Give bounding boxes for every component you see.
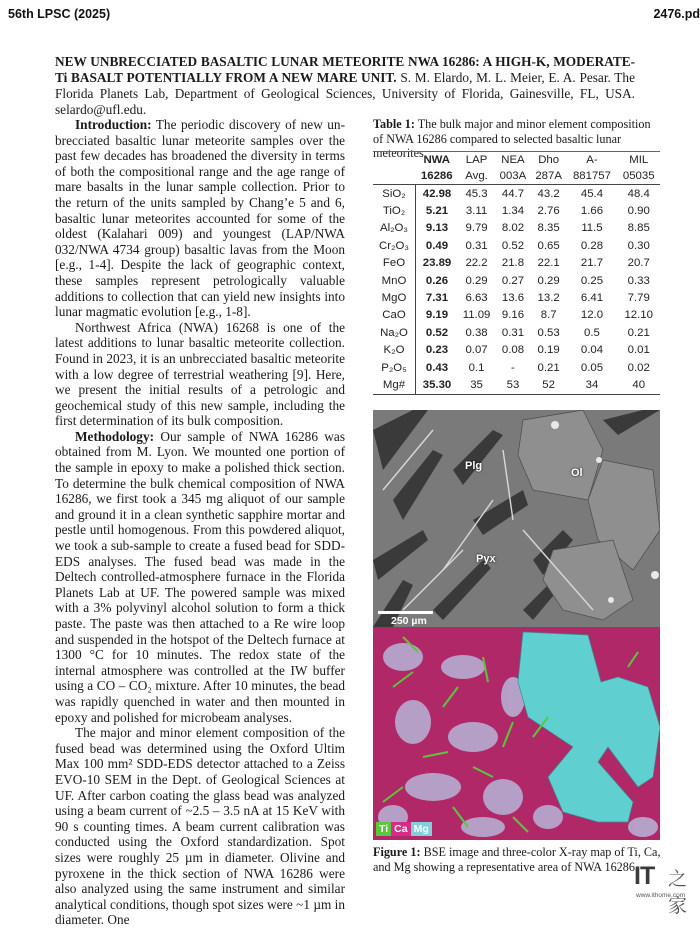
intro-paragraph-2: Northwest Africa (NWA) 16268 is one of the latest additions to lunar basaltic meteorite collection. Found in 2023, it is an unbrecciated basaltic meteorite with a low degree of terrestrial weathering [9]. Here, we present the initial results of a petrologic and geochemical study of this new sample, including the first determination of its bulk composition. <box>55 319 345 429</box>
oxide-label: SiO₂ <box>373 185 416 203</box>
table-cell: 1.34 <box>501 205 525 218</box>
table-row <box>373 272 660 289</box>
table-cell: 22.1 <box>537 257 560 270</box>
table-cell: 0.21 <box>537 361 560 374</box>
ithome-watermark <box>634 862 696 917</box>
label-olivine: Ol <box>571 467 583 479</box>
col-header-nea: NEA <box>501 154 525 166</box>
table-cell: 0.1 <box>468 361 485 374</box>
table-cell: 52 <box>542 378 555 391</box>
table-cell: 20.7 <box>627 257 650 270</box>
table-cell: 0.29 <box>537 274 560 287</box>
table-header-row <box>373 152 660 169</box>
table-cell: 9.16 <box>501 309 525 322</box>
col-header-a: A- <box>586 154 598 166</box>
legend-ti: Ti <box>376 822 391 836</box>
table-cell: 0.27 <box>501 274 525 287</box>
table-cell: 53 <box>506 378 520 391</box>
table-cell: 0.33 <box>627 274 650 287</box>
table-header-row: 16286 Avg. 003A 287A 881757 05035 <box>373 168 660 185</box>
table-cell: 0.49 <box>425 239 449 252</box>
xray-map-image <box>373 627 660 840</box>
table-cell: 13.6 <box>501 292 525 305</box>
author-affiliation: S. M. Elardo, M. L. Meier, E. A. Pesar. The Florida Planets Lab, Department of Geological Sciences, University of Florida, Gainesville, FL, USA. selardo@ufl.edu. <box>55 70 635 117</box>
table-cell: 0.23 <box>425 344 449 357</box>
table-cell: 0.52 <box>425 326 449 339</box>
table-cell: 6.63 <box>465 292 488 305</box>
method-paragraph-2: The major and minor element composition of the fused bead was determined using the Oxford Ultim Max 100 mm² SDD-EDS detector attached to a Zeiss EVO-10 SEM in the Dept. of Geological Sciences at UF. After carbon coating the glass bead was analyzed using a beam current of ~2.5 – 3.5 nA at 15 KeV with 90 s counting times. A beam current calibration was conducted using the Oxford standardization. Spot sizes were roughly 25 µm in diameter. Olivine and pyroxene in the thick section of NWA 16286 were also analyzed using the same instrument and similar analytical conditions, though spot sizes were ~1 µm in diameter. One <box>55 725 345 928</box>
table-row <box>373 202 660 219</box>
figure-caption: Figure 1: BSE image and three-color X-ray map of Ti, Ca, and Mg showing a representative area of NWA 16286. <box>373 845 661 874</box>
oxide-label: Al₂O₃ <box>373 220 416 237</box>
table-cell: 44.7 <box>501 187 525 200</box>
table-cell: 0.01 <box>627 344 650 357</box>
table-cell: 5.21 <box>425 205 449 218</box>
table-cell: 9.79 <box>465 222 488 235</box>
oxide-label: Mg# <box>373 376 416 394</box>
oxide-label: Cr₂O₃ <box>373 237 416 254</box>
table-row <box>373 220 660 237</box>
table-cell: 7.79 <box>627 292 650 305</box>
watermark-url: www.ithome.com <box>636 892 686 899</box>
table-cell: 9.13 <box>425 222 449 235</box>
legend-ca: Ca <box>391 822 410 836</box>
watermark-logo-cn: 之家 <box>668 869 688 917</box>
scale-bar <box>378 611 433 614</box>
table-row <box>373 289 660 306</box>
table-cell: 0.38 <box>465 326 488 339</box>
left-column <box>55 117 345 928</box>
table-row <box>373 307 660 324</box>
table-row <box>373 255 660 272</box>
table-cell: 0.26 <box>425 274 449 287</box>
table-cell: 40 <box>632 378 646 391</box>
table-cell: 23.89 <box>422 257 452 270</box>
table-cell: 0.5 <box>584 326 600 339</box>
oxide-label: FeO <box>373 255 416 272</box>
watermark-logo: IT <box>634 862 655 890</box>
bse-texture <box>373 410 660 627</box>
oxide-label: TiO₂ <box>373 202 416 219</box>
label-pyroxene: Pyx <box>476 553 496 565</box>
table-cell: 1.66 <box>580 205 604 218</box>
table-cell: 0.53 <box>537 326 560 339</box>
table-cell: 8.35 <box>537 222 560 235</box>
table-cell: 8.02 <box>501 222 525 235</box>
table-cell: 12.0 <box>580 309 604 322</box>
table-cell: 0.31 <box>501 326 525 339</box>
oxide-label: MgO <box>373 289 416 306</box>
table-cell: 0.08 <box>501 344 525 357</box>
table-cell: 12.10 <box>624 309 653 322</box>
table-cell: 0.29 <box>465 274 488 287</box>
scale-bar-label: 250 µm <box>391 615 427 627</box>
table-caption: Table 1: The bulk major and minor element composition of NWA 16286 compared to selected basaltic lunar meteorites. <box>373 117 651 160</box>
table-cell: 0.05 <box>580 361 604 374</box>
intro-paragraph-1: Introduction: The periodic discovery of new unbrecciated basaltic lunar meteorite samples over the past few decades has broadened the diversity in terms of both the compositional range and the age range of mare basalts in the lunar sample collection. Prior to the return of the units sampled by Chang’e 5 and 6, basaltic lunar meteorites accounted for some of the oldest (Kalahari 009) and youngest (LAP/NWA 032/NWA 4734 group) basaltic lavas from the Moon [e.g., 1-4]. Despite the lack of geographic context, these samples represent petrologically valuable additions to collection that can yield new insights into lunar magmatic evolution [e.g., 1-8]. <box>55 117 345 320</box>
table-cell: 21.7 <box>580 257 604 270</box>
legend-mg: Mg <box>411 822 432 836</box>
table-cell: 21.8 <box>501 257 525 270</box>
table-cell: 45.4 <box>580 187 604 200</box>
table-cell: 43.2 <box>537 187 560 200</box>
table-cell: 34 <box>585 378 599 391</box>
table-row <box>373 359 660 376</box>
table-cell: 22.2 <box>465 257 488 270</box>
method-paragraph-1: Methodology: Our sample of NWA 16286 was obtained from M. Lyon. We mounted one portion of the sample in epoxy to make a polished thick section. To determine the bulk chemical composition of NWA 16286, we first took a 345 mg aliquot of our sample and ground it in a clean synthetic sapphire mortar and pestle until homogenous. From this powdered aliquot, we took a sub-sample to create a fused bead for SDD-EDS analyses. The fused bead was made in the Deltech controlled-atmosphere furnace in the Florida Planets Lab at UF. The powered sample was mixed with a 3% polyvinyl alcohol solution to form a thick paste. The paste was then attached to a Re wire loop and suspended in the hotspot of the Deltech furnace at 1300 °C for 10 minutes. The redox state of the internal atmosphere was controlled at the IW buffer using a CO – CO₂ mixture. After 10 minutes, the bead was rapidly quenched in water and then mounted in epoxy and polished for microbeam analyses. <box>55 428 345 725</box>
table-cell: 8.85 <box>627 222 650 235</box>
table-cell: 0.30 <box>627 239 650 252</box>
table-cell: - <box>511 361 515 374</box>
table-cell: 0.52 <box>501 239 525 252</box>
composition-table <box>373 151 660 395</box>
oxide-label: CaO <box>373 307 416 324</box>
xray-map-texture <box>373 627 660 840</box>
oxide-label: P₂O₅ <box>373 359 416 376</box>
abstract-id: 2476.pd <box>653 7 700 21</box>
paper-title: NEW UNBRECCIATED BASALTIC LUNAR METEORITE NWA 16286: A HIGH-K, MODERATE-Ti BASALT POTENTIALLY FROM A NEW MARE UNIT. <box>55 54 635 85</box>
label-plagioclase: Plg <box>465 460 483 472</box>
table-cell: 0.02 <box>627 361 650 374</box>
col-header-dho: Dho <box>538 154 560 166</box>
table-cell: 0.19 <box>537 344 560 357</box>
table-cell: 0.07 <box>465 344 488 357</box>
section-heading-methodology: Methodology: <box>75 428 155 444</box>
table-cell: 11.5 <box>581 222 603 235</box>
right-column <box>373 117 663 391</box>
table-cell: 0.90 <box>627 205 650 218</box>
table-cell: 9.19 <box>425 309 449 322</box>
table-row <box>373 376 660 394</box>
col-header-mil: MIL <box>629 154 649 166</box>
table-cell: 0.04 <box>580 344 604 357</box>
table-cell: 8.7 <box>540 309 557 322</box>
table-row <box>373 324 660 341</box>
col-header-lap: LAP <box>465 154 488 166</box>
table-cell: 11.09 <box>462 309 491 322</box>
oxide-label: K₂O <box>373 342 416 359</box>
table-cell: 0.65 <box>537 239 560 252</box>
table-cell: 0.21 <box>627 326 650 339</box>
figure-1 <box>373 410 660 840</box>
conference-header: 56th LPSC (2025) <box>8 7 111 21</box>
table-cell: 42.98 <box>422 187 452 200</box>
title-block <box>55 54 635 118</box>
bse-image <box>373 410 660 627</box>
table-row <box>373 185 660 203</box>
table-row <box>373 342 660 359</box>
table-cell: 0.43 <box>425 361 449 374</box>
table-cell: 2.76 <box>537 205 560 218</box>
table-cell: 35 <box>470 378 483 391</box>
table-cell: 0.28 <box>580 239 604 252</box>
col-header-nwa: NWA <box>423 154 451 166</box>
table-cell: 35.30 <box>422 378 452 391</box>
table-cell: 0.31 <box>465 239 488 252</box>
table-cell: 48.4 <box>627 187 650 200</box>
table-cell: 0.25 <box>580 274 604 287</box>
table-cell: 3.11 <box>465 205 488 218</box>
table-cell: 13.2 <box>537 292 560 305</box>
oxide-label: MnO <box>373 272 416 289</box>
table-row <box>373 237 660 254</box>
oxide-label: Na₂O <box>373 324 416 341</box>
table-cell: 6.41 <box>580 292 604 305</box>
section-heading-introduction: Introduction: <box>75 117 152 132</box>
element-legend <box>376 822 432 836</box>
table-cell: 7.31 <box>425 292 449 305</box>
table-cell: 45.3 <box>465 187 488 200</box>
